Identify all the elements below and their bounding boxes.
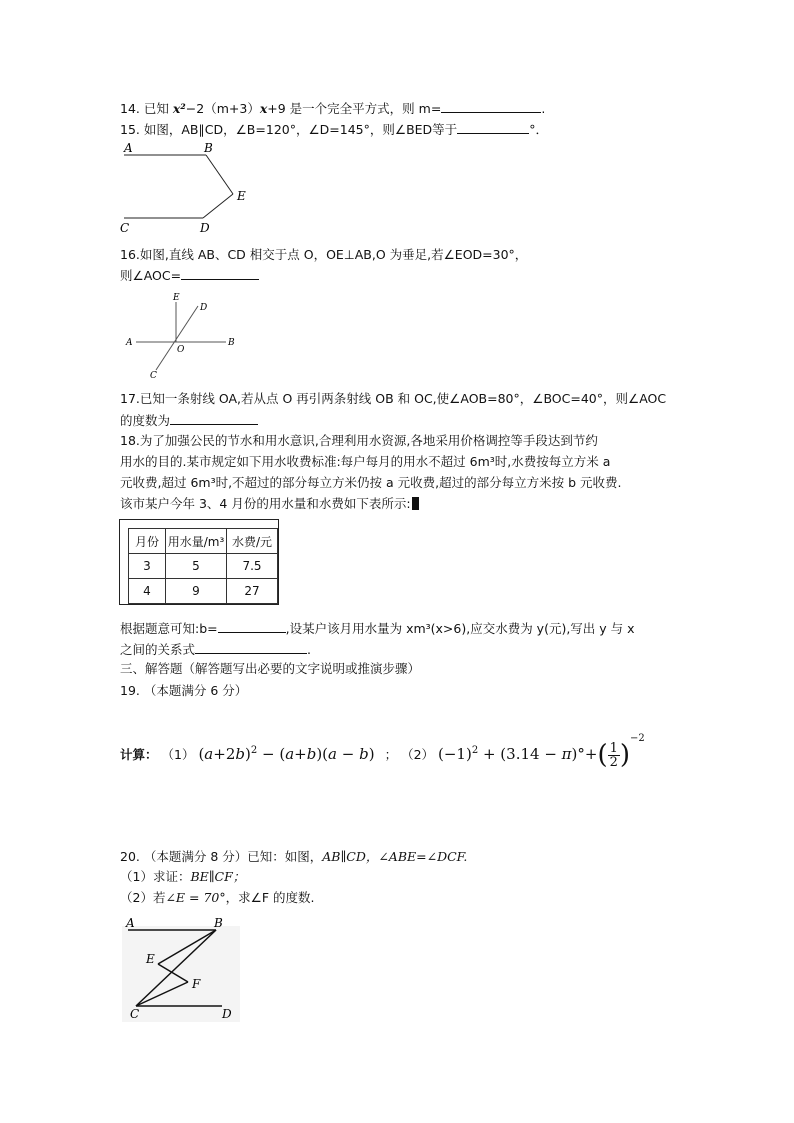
question-18-line2: 用水的目的.某市规定如下用水收费标准:每户每月的用水不超过 6m³时,水费按每立方米 a <box>120 454 611 469</box>
q15-number: 15. <box>120 122 140 137</box>
q14-text-c: +9 是一个完全平方式，则 m= <box>267 101 442 116</box>
q15-label-a: A <box>124 141 133 155</box>
q19-part1-label: （1） <box>161 747 195 762</box>
q20-header-text: 20. （本题满分 8 分）已知：如图， <box>120 849 323 864</box>
q20-part2-label: （2）若 <box>120 890 166 905</box>
q14-var-x2: x² <box>172 101 186 116</box>
q18-relation-answer-blank[interactable] <box>195 641 307 654</box>
question-18-line4 <box>120 496 419 512</box>
q16-label-e: E <box>173 293 180 303</box>
q15-label-b: B <box>204 141 213 155</box>
q16-label-b: B <box>228 338 235 348</box>
text-cursor <box>412 497 419 510</box>
q15-text: 如图，AB∥CD，∠B=120°，∠D=145°，则∠BED等于 <box>143 122 458 137</box>
q16-prompt: 则∠AOC= <box>120 268 182 283</box>
table-header-cell: 用水量/m³ <box>166 529 227 554</box>
q18-b-answer-blank[interactable] <box>218 620 286 633</box>
question-18-after-line2: 之间的关系式 . <box>120 642 311 657</box>
section-3-title: 三、解答题（解答题写出必要的文字说明或推演步骤） <box>120 661 421 676</box>
q15-label-d: D <box>200 221 210 235</box>
table-header-cell: 水费/元 <box>227 529 278 554</box>
question-16-line1: 16.如图,直线 AB、CD 相交于点 O，OE⊥AB,O 为垂足,若∠EOD=30°， <box>120 247 528 262</box>
q15-end: °． <box>529 122 548 137</box>
question-20-header <box>120 849 467 865</box>
q19-lead: 计算： <box>120 747 158 762</box>
question-19-header: 19. （本题满分 6 分） <box>120 683 248 698</box>
q20-part2-end: ，求∠F 的度数. <box>225 890 315 905</box>
q16-label-c: C <box>150 371 157 380</box>
q18-water-table <box>128 528 278 604</box>
question-18-line3: 元收费,超过 6m³时,不超过的部分每立方米仍按 a 元收费,超过的部分每立方米按 b 元收费. <box>120 475 622 490</box>
q17-prompt: 的度数为 <box>120 413 171 428</box>
table-row <box>129 554 278 579</box>
q18-b-prompt: 根据题意可知:b= <box>120 621 218 636</box>
question-18-line1: 18.为了加强公民的节水和用水意识,合理利用水资源,各地采用价格调控等手段达到节约 <box>120 433 598 448</box>
q18-table-intro: 该市某户今年 3、4 月份的用水量和水费如下表所示: <box>120 496 411 511</box>
q18-relation-prompt: 之间的关系式 <box>120 642 196 657</box>
q17-answer-blank[interactable] <box>170 412 258 425</box>
q20-part2-expr: ∠E = 70° <box>165 890 226 905</box>
question-17-line1: 17.已知一条射线 OA,若从点 O 再引两条射线 OB 和 OC,使∠AOB=80°，∠BOC=40°，则∠AOC <box>120 391 667 406</box>
q15-figure <box>118 138 258 238</box>
q15-label-e: E <box>237 189 246 203</box>
q20-label-b: B <box>214 916 223 930</box>
q14-end: . <box>541 101 546 116</box>
q14-var-x: x <box>259 101 268 116</box>
table-cell: 27 <box>227 579 278 604</box>
question-19-body <box>120 728 645 769</box>
q19-part2-label: （2） <box>401 747 435 762</box>
q14-text-a: 已知 <box>143 101 173 116</box>
q20-figure <box>118 914 248 1026</box>
q20-label-f: F <box>192 977 201 991</box>
q16-figure <box>118 288 248 380</box>
q20-label-a: A <box>126 916 135 930</box>
q15-label-c: C <box>120 221 130 235</box>
q16-label-o: O <box>177 345 185 355</box>
question-18-after-line1 <box>120 620 635 637</box>
q19-separator: ； <box>384 747 398 762</box>
q20-label-d: D <box>222 1007 232 1021</box>
q19-part2-expr: $(-1)^2 + (3.14 - \pi)^\circ+$( $\frac{1}{2}$ )$^{-2}$ <box>438 733 645 770</box>
q15-answer-blank[interactable] <box>457 121 529 134</box>
question-17-line2 <box>120 412 258 429</box>
q19-part1-expr: $(a+2b)^2 - (a+b)(a - b)$ <box>198 745 375 763</box>
table-header-cell: 月份 <box>129 529 166 554</box>
q20-given: AB∥CD，∠ABE=∠DCF. <box>322 849 468 864</box>
q20-part1-label: （1）求证： <box>120 869 191 884</box>
q18-relation-text: ,设某户该月用水量为 xm³(x>6),应交水费为 y(元),写出 y 与 x <box>285 621 635 636</box>
table-cell: 7.5 <box>227 554 278 579</box>
q20-part1-expr: BE∥CF； <box>190 869 246 884</box>
q14-text-b: −2（m+3） <box>185 101 260 116</box>
q16-label-a: A <box>126 338 133 348</box>
question-16-line2 <box>120 267 259 284</box>
question-20-part1 <box>120 869 245 885</box>
q14-number: 14. <box>120 101 140 116</box>
q20-label-e: E <box>146 952 155 966</box>
q14-answer-blank[interactable] <box>441 100 541 113</box>
question-15 <box>120 121 548 138</box>
q20-label-c: C <box>130 1007 140 1021</box>
q16-answer-blank[interactable] <box>181 267 259 280</box>
question-14 <box>120 100 545 117</box>
table-header-row <box>129 529 278 554</box>
table-cell: 4 <box>129 579 166 604</box>
question-20-part2 <box>120 890 314 906</box>
q16-label-d: D <box>200 303 208 313</box>
table-cell: 3 <box>129 554 166 579</box>
table-cell: 9 <box>166 579 227 604</box>
table-cell: 5 <box>166 554 227 579</box>
table-row <box>129 579 278 604</box>
